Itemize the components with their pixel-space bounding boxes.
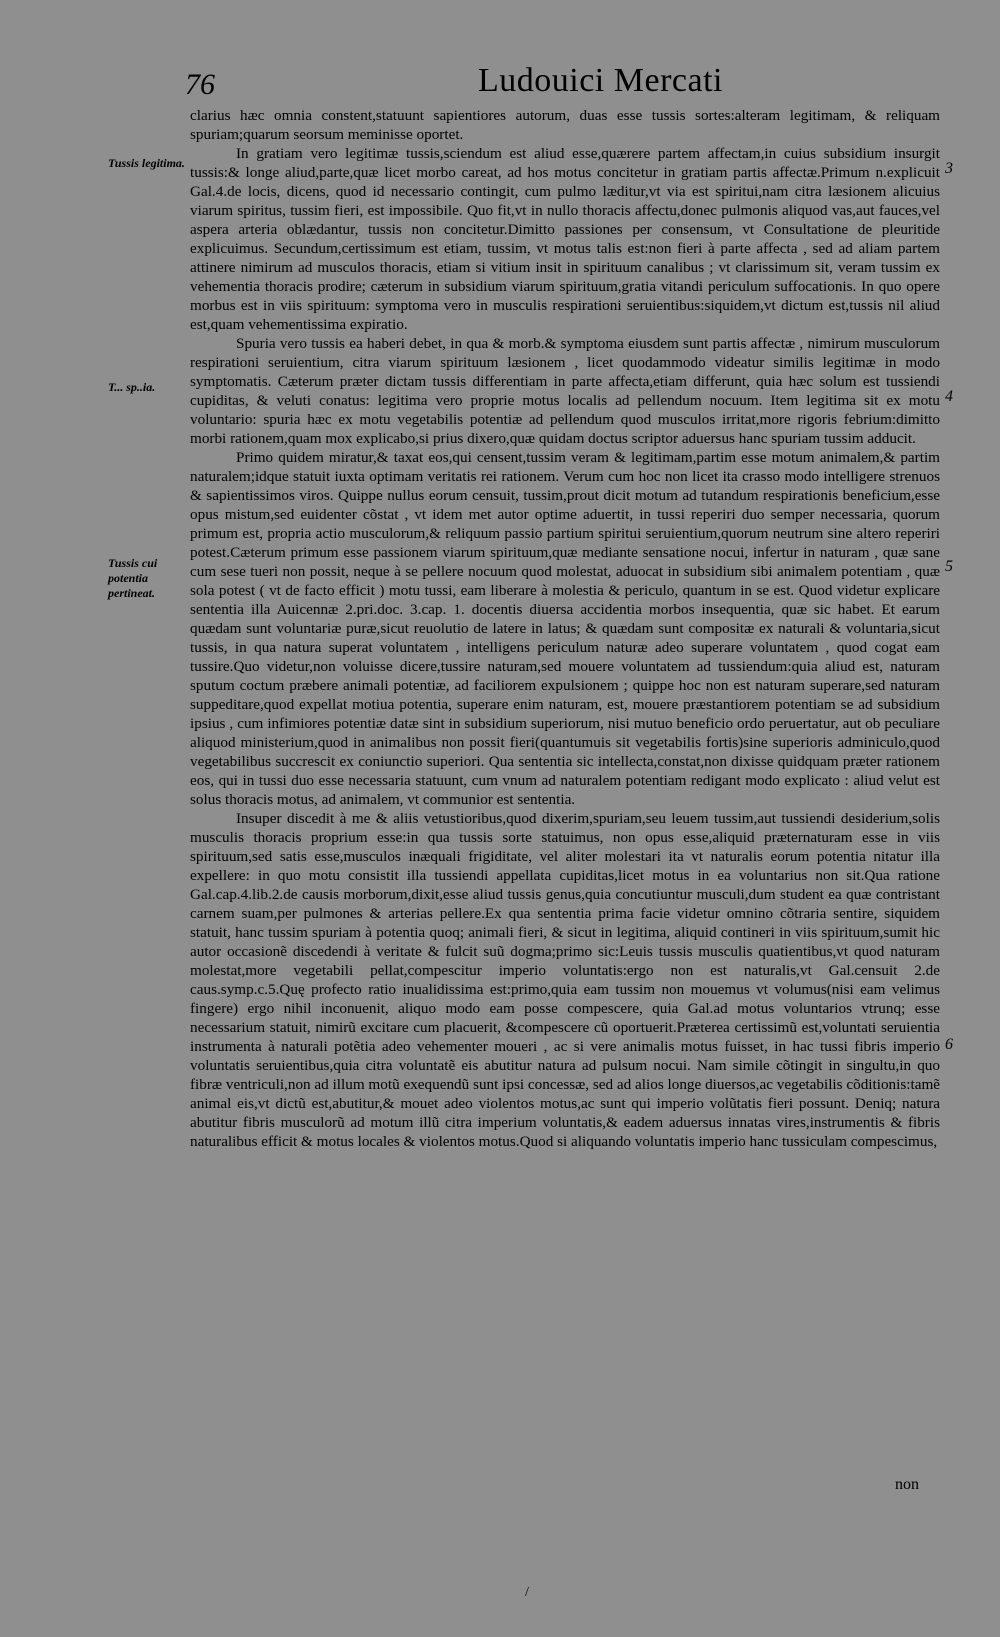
paragraph: Primo quidem miratur,& taxat eos,qui censent,tussim veram & legitimam,partim esse motum animalem,& partim naturalem;idque statuit iuxta optimam veritatis rei rationem. Verum cum hoc non licet ita crasso modo intelligere strenuos & sapientissimos viros. Quippe nullus eorum censuit, tussim,prout dicit motum ad tutandum respirationis beneficium,esse opus mistum,sed euidenter cõstat , vt idem met autor optime aduertit, in tussi reperiri duo semper necessaria, quorum primum est, propria actio musculorum,& reliquum passio partium spiritui seruientium,quorum neutrum sine altero reperiri potest.Cæterum primum esse passionem viarum spirituum,quæ mediante sensatione nocui, infertur in naturam , quæ sane cum sese tueri non possit, neque à se pellere nocuum quod molestat, aduocat in subsidium sibi animalem potentiam , quæ sola potest ( vt de facto efficit ) motu tussi, eam liberare à molestia & periculo, quantum in se est. Quod videtur explicare sententia illa Auicennæ 2.pri.doc. 3.cap. 1. docentis diuersa accidentia morbos insequentia, quæ sic habet. Et earum quædam sunt voluntariæ puræ,sicut reuolutio de latere in latus; & quædam sunt compositæ ex naturali & voluntaria,sicut tussis, in qua natura superat voluntatem , intelligens periculum naturæ adeo superare voluntatem , quod cogat eam tussire.Quo videtur,non voluisse dicere,tussire naturam,sed mouere voluntatem ad tussiendum:quia aliud est, naturam sputum coctum præbere animali potentiæ, ad faciliorem expulsionem ; quippe hoc non est naturam superare,sed naturam suppeditare,quod expellat motiua potentia, superare enim naturam, est, mouere præstantiorem potentiam se ad subsidium ipsius , cum infimiores potentiæ datæ sint in subsidium superiorum, nisi mutuo beneficio ordo peruertatur, aut ob peculiare aliquod ministerium,quod in animalibus non possit fieri(quantumuis sit vegetabilis fortis)sine superioris adminiculo,quod vegetabilibus succrescit ex coniunctio superiori. Qua sententia sic intellecta,constat,non dixisse quidquam præter rationem eos, qui in tussi duo esse necessaria statuunt, cum vnum ad naturalem potentiam redigant modo explicato : aliud velut est solus thoracis motus, ad animalem, vt communior est sententia.	[190, 449, 940, 808]
section-number: 6	[945, 1036, 953, 1053]
section-number: 4	[945, 388, 953, 405]
margin-note-tussis-potentia: Tussis cui potentia pertineat.	[108, 556, 158, 600]
margin-note-tussis-spuria: T... sp..ia.	[108, 380, 156, 394]
catchword: non	[895, 1476, 919, 1493]
page-number: 76	[185, 68, 215, 101]
section-number: 5	[945, 558, 953, 575]
body-text	[190, 106, 940, 1151]
paragraph: Insuper discedit à me & aliis vetustioribus,quod dixerim,spuriam,seu leuem tussim,aut tussiendi desiderium,solis musculis thoracis proprium esse:in qua tussis sorte statuimus, non opus esse,aliquid præternaturam esse in viis spirituum,sed satis esse,musculos inæquali frigiditate, vel aliter molestari ita vt naturalis eorum potentia nitatur illa expellere: in quo motu consistit illa tussiendi appellata cupiditas,licet motus in ea voluntarius non sit.Qua ratione Gal.cap.4.lib.2.de causis morborum,dixit,esse aliud tussis genus,quia concutiuntur musculi,dum student ea quæ contristant carnem suam,per pulmones & arterias pellere.Ex qua sententia prima facie videtur omnino cõtraria sentire, siquidem statuit, hanc tussim spuriam à potentia quoq; animali fieri, & sicut in legitima, aliquid contineri in viis spirituum,sumit hic autor occasionẽ discedendi à veritate & fulcit suũ dogma;primo sic:Leuis tussis musculis quatientibus,vt quod naturam molestat,more vegetabili pellat,compescitur imperio voluntatis:ergo non est naturalis,vt Gal.censuit 2.de caus.symp.c.5.Quę profecto ratio inualidissima est:primo,quia eam tussim non mouemus vt volumus(nisi eam velimus fingere) ergo nihil inconuenit, aliquo modo eam posse compescere, quia Gal.ad motus voluntarios vtrunq; esse necessarium statuit, nimirũ excitare cum placuerit, &compescere cũ oportuerit.Præterea certissimũ est,voluntati seruientia instrumenta à naturali potẽtia adeo vehementer moueri , ac si vere animalis motus fuisset, in hac tussi fibris imperio voluntatis seruientibus,quia citra voluntatẽ eis abutitur natura ad pulsum nocui. Nam simile cõtingit in singultu,in quo fibræ ventriculi,non ad illum motũ exequendũ sunt ipsi concessæ, sed ad alios longe diuersos,ac vegetabilis cõditionis:tamẽ animal eis,vt dictũ est,abutitur,& mouet adeo violentos motus,ac sunt qui imperio volũtatis fieri possunt. Deniq; natura abutitur fibris musculorũ ad motum illũ citra imperium voluntatis,& eadem aduersus innatas vires,instrumentis & fibris naturalibus efficit & motus locales & violentos motus.Quod si aliquando voluntatis imperio hanc tussiculam compescimus,	[190, 810, 940, 1150]
signature-mark: /	[525, 1585, 529, 1600]
running-head: Ludouici Mercati	[478, 62, 723, 99]
paragraph: In gratiam vero legitimæ tussis,sciendum est aliud esse,quærere partem affectam,in cuius subsidium insurgit tussis:& longe aliud,parte,quæ licet morbo careat, ad hos motus concitetur in gratiam partis affectæ.Primum n.explicuit Gal.4.de locis, dicens, quod id necessario contingit, cum pulmo læditur,vt via est spiritui,nam citra læsionem alicuius viarum spiritus, tussim fieri, est impossibile. Quo fit,vt in nullo thoracis affectu,donec pulmonis aliquod vas,aut fauces,vel aspera arteria oblædantur, tussis non concitetur.Dimitto passiones per consensum, vt Consultatione de pleuritide explicuimus. Secundum,certissimum est etiam, tussim, vt motus talis est:non fieri à parte affecta , sed ad aliam partem attinere nimirum ad musculos thoracis, etiam si vitium insit in spirituum canalibus ; vt clarissimum sit, veram tussim ex vehementia thoracis prodire; cæterum in subsidium viarum spirituum,gratia vitandi periculum suffocationis. In quo opere morbus est in viis spirituum: symptoma vero in musculis respirationi seruientibus:siquidem,vt dictum est,tussis nil aliud est,quam vehementissima expiratio.	[190, 145, 940, 333]
section-number: 3	[945, 160, 953, 177]
paragraph: Spuria vero tussis ea haberi debet, in qua & morb.& symptoma eiusdem sunt partis affectæ , nimirum musculorum respirationi seruientium, citra viarum spirituum læsionem , licet quodammodo videatur similis legitimæ in modo symptomatis. Cæterum præter dictam tussis differentiam in parte affecta,etiam differunt, quia hæc solum est tussiendi cupiditas, & veluti conatus: legitima vero proprie motus localis ad pellendum nocuum. Item legitima sit ex motu voluntario: spuria hæc ex motu vegetabilis potentiæ ad pellendum quod musculos irritat,more rigoris febrium:dimitto morbi rationem,quam mox explicabo,si prius dixero,quæ quidam doctus scriptor aduersus hanc spuriam tussim adducit.	[190, 335, 940, 447]
paragraph: clarius hæc omnia constent,statuunt sapientiores autorum, duas esse tussis sortes:alteram legitimam, & reliquam spuriam;quarum seorsum meminisse oportet.	[190, 107, 940, 143]
margin-note-tussis-legitima: Tussis legitima.	[108, 156, 185, 170]
